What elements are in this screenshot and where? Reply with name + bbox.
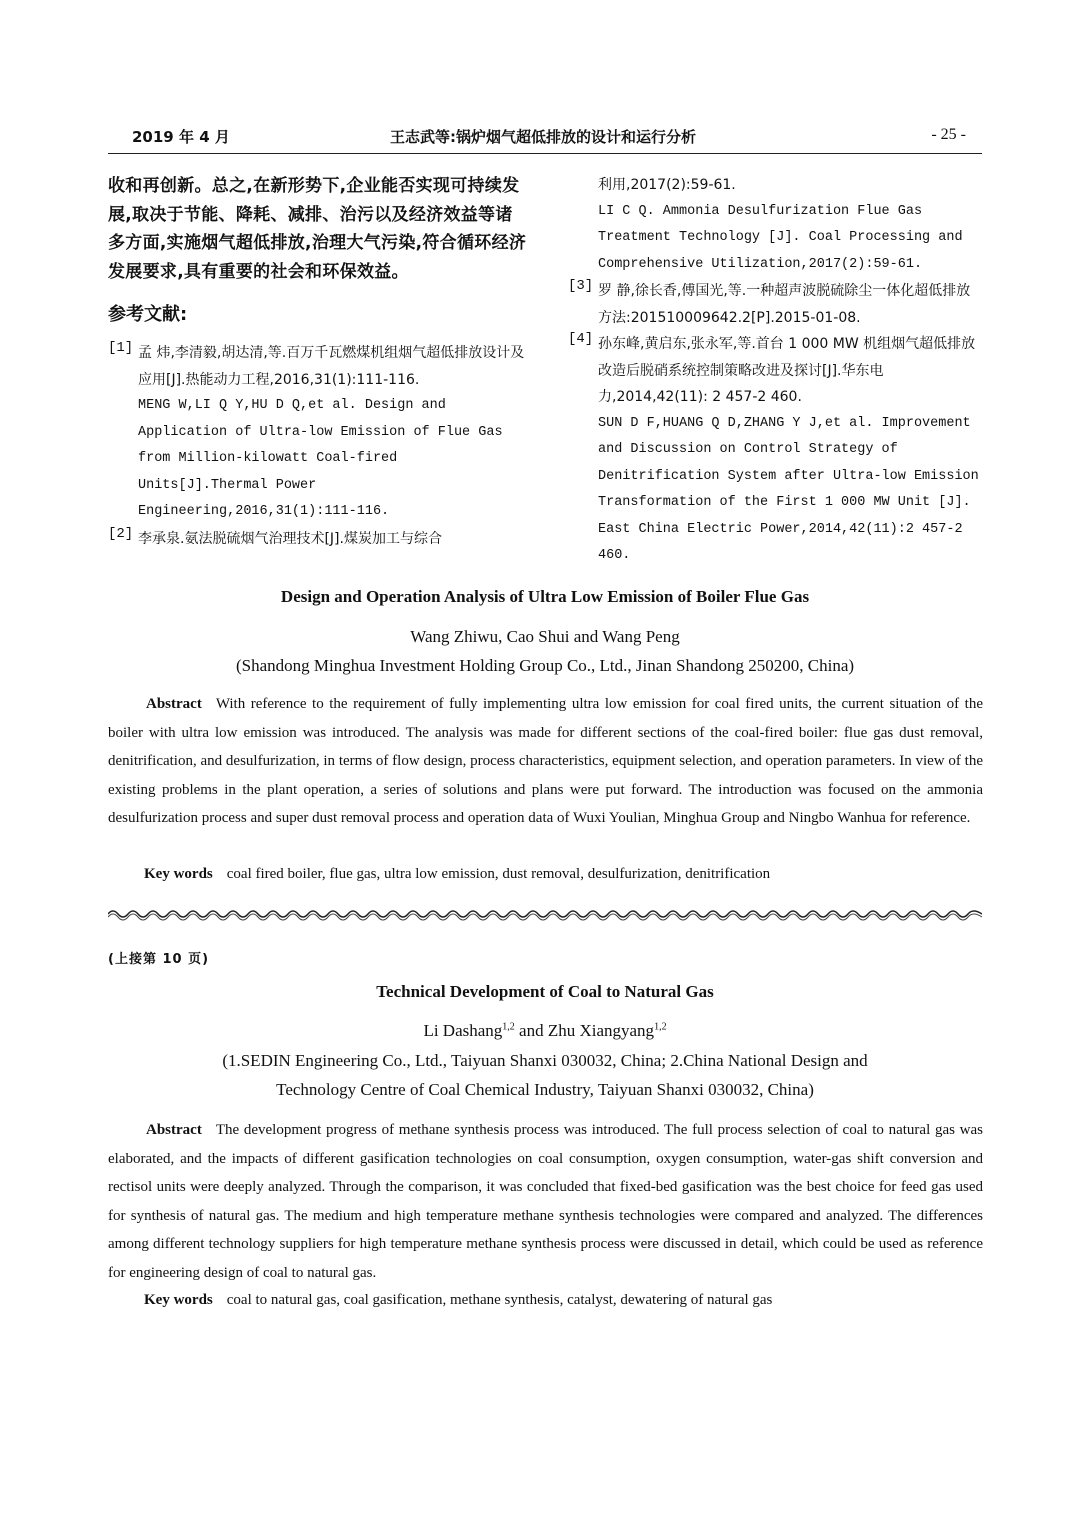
author-affiliation-marker: 1,2 xyxy=(502,1021,515,1033)
reference-4 xyxy=(568,331,984,570)
reference-en: LI C Q. Ammonia Desulfurization Flue Gas Treatment Technology [J]. Coal Processing and Comprehensive Utilization,2017(2):59-61. xyxy=(598,203,963,272)
article2-keywords xyxy=(108,1292,983,1309)
reference-1 xyxy=(108,340,528,526)
reference-number: [2] xyxy=(108,525,134,542)
reference-cn: 利用,2017(2):59-61. xyxy=(598,177,736,193)
keywords-text: coal fired boiler, flue gas, ultra low emission, dust removal, desulfurization, denitrification xyxy=(226,866,771,882)
keywords-label: Key words xyxy=(144,866,213,882)
article1-abstract xyxy=(108,690,983,833)
article2-abstract xyxy=(108,1116,983,1288)
right-column xyxy=(568,172,984,570)
header-running-title: 王志武等:锅炉烟气超低排放的设计和运行分析 xyxy=(390,128,697,146)
abstract-text: With reference to the requirement of fully implementing ultra low emission for coal fired units, the current situation of the boiler with ultra low emission was introduced. The analysis was made for different sections of the coal-fired boiler: flue gas dust removal, denitrification, and desulfurization, in terms of flow design, process characteristics, equipment selection, and operation parameters. In view of the existing problems in the plant operation, a series of solutions and plans were put forward. The introduction was focused on the ammonia desulfurization process and super dust removal process and operation data of Wuxi Youlian, Minghua Group and Ningbo Wanhua for reference. xyxy=(108,696,983,827)
article2-title: Technical Development of Coal to Natural Gas xyxy=(376,982,714,1001)
abstract-text: The development progress of methane synthesis process was introduced. The full process selection of coal to natural gas was elaborated, and the impacts of different gasification technologies on coal consumption, oxygen consumption, water-gas shift conversion and rectisol units were deeply analyzed. Through the comparison, it was concluded that fixed-bed gasification was the best choice for feed gas used for synthesis of natural gas. The medium and high temperature methane synthesis technologies were compared and analyzed. The differences among different technology suppliers for high temperature methane synthesis process were discussed in detail, which could be used as reference for engineering design of coal to natural gas. xyxy=(108,1122,983,1281)
keywords-label: Key words xyxy=(144,1292,213,1308)
article1-authors: Wang Zhiwu, Cao Shui and Wang Peng xyxy=(410,627,680,646)
reference-cn: 李承泉.氨法脱硫烟气治理技术[J].煤炭加工与综合 xyxy=(138,530,442,547)
author-affiliation-marker: 1,2 xyxy=(654,1021,667,1033)
body-paragraph: 收和再创新。总之,在新形势下,企业能否实现可持续发展,取决于节能、降耗、减排、治污以及经济效益等诸多方面,实施烟气超低排放,治理大气污染,符合循环经济发展要求,具有重要的社会和环保效益。 xyxy=(108,176,527,282)
continued-from-note: (上接第 10 页) xyxy=(108,952,210,967)
reference-number: [3] xyxy=(568,278,594,294)
author-name: Zhu Xiangyang xyxy=(547,1021,655,1040)
references-heading: 参考文献: xyxy=(108,304,188,325)
reference-number: [1] xyxy=(108,340,134,356)
reference-cn: 孟 炜,李清毅,胡达清,等.百万千瓦燃煤机组烟气超低排放设计及应用[J].热能动力工程,2016,31(1):111-116. xyxy=(138,345,525,388)
article1-affiliation: (Shandong Minghua Investment Holding Group Co., Ltd., Jinan Shandong 250200, China) xyxy=(235,656,855,675)
header-page-number: - 25 - xyxy=(931,126,966,143)
reference-number: [4] xyxy=(568,331,594,347)
reference-cn: 罗 静,徐长香,傅国光,等.一种超声波脱硫除尘一体化超低排放方法:201510009642.2[P].2015-01-08. xyxy=(598,283,971,326)
reference-2-continued xyxy=(568,172,984,278)
article1-keywords xyxy=(108,866,983,883)
header-date: 2019 年 4 月 xyxy=(132,128,230,146)
left-column xyxy=(108,172,528,552)
reference-2 xyxy=(108,526,528,553)
author-name: Li Dashang xyxy=(423,1021,503,1040)
wavy-divider xyxy=(108,906,982,922)
header-divider xyxy=(108,153,982,154)
reference-en: MENG W,LI Q Y,HU D Q,et al. Design and Application of Ultra-low Emission of Flue Gas from Million-kilowatt Coal-fired Units[J].Thermal Power Engineering,2016,31(1):111-116. xyxy=(138,398,503,519)
abstract-label: Abstract xyxy=(146,696,202,712)
keywords-text: coal to natural gas, coal gasification, methane synthesis, catalyst, dewatering of natural gas xyxy=(226,1292,773,1308)
article1-title: Design and Operation Analysis of Ultra Low Emission of Boiler Flue Gas xyxy=(280,587,810,606)
author-separator: and xyxy=(514,1021,548,1040)
article2-affiliation-line2: Technology Centre of Coal Chemical Industry, Taiyuan Shanxi 030032, China) xyxy=(276,1080,814,1099)
article2-affiliation-line1: (1.SEDIN Engineering Co., Ltd., Taiyuan Shanxi 030032, China; 2.China National Design and xyxy=(222,1051,868,1070)
article2-authors xyxy=(108,1021,982,1041)
abstract-label: Abstract xyxy=(146,1122,202,1138)
reference-3 xyxy=(568,278,984,331)
page-header xyxy=(108,126,982,150)
reference-cn: 孙东峰,黄启东,张永军,等.首台 1 000 MW 机组烟气超低排放改造后脱硝系统控制策略改进及探讨[J].华东电力,2014,42(11): 2 457-2 460. xyxy=(598,336,976,405)
reference-en: SUN D F,HUANG Q D,ZHANG Y J,et al. Improvement and Discussion on Control Strategy of Denitrification System after Ultra-low Emission Transformation of the First 1 000 MW Unit [J]. East China Electric Power,2014,42(11):2 457-2 460. xyxy=(598,415,979,563)
